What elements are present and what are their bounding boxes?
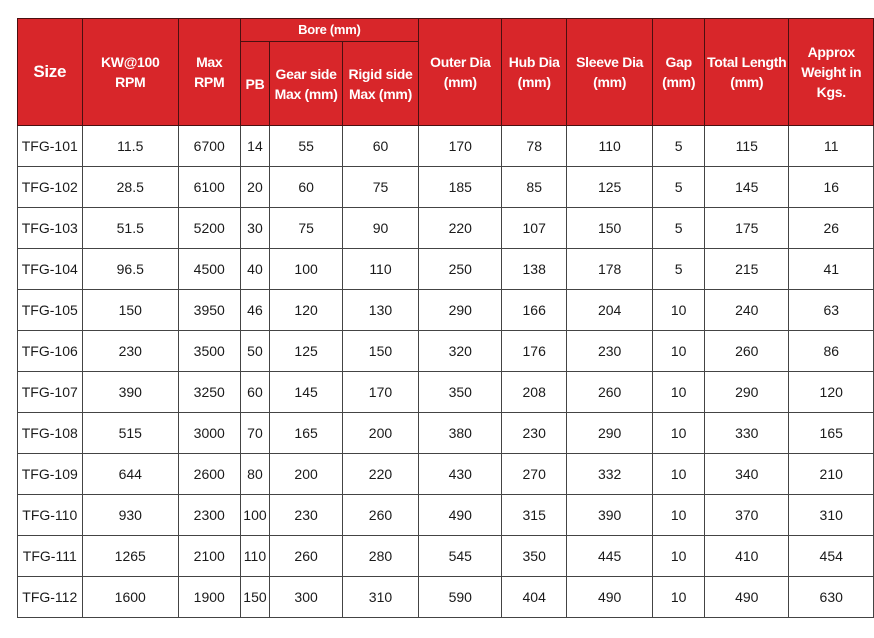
cell-size: TFG-110 [18, 495, 83, 536]
cell-gear-side-max: 55 [270, 126, 342, 167]
cell-size: TFG-101 [18, 126, 83, 167]
cell-kw: 51.5 [82, 208, 178, 249]
cell-pb: 70 [240, 413, 270, 454]
cell-outer-dia: 250 [419, 249, 502, 290]
cell-outer-dia: 170 [419, 126, 502, 167]
cell-gap: 5 [653, 167, 705, 208]
cell-sleeve-dia: 125 [566, 167, 652, 208]
cell-kw: 930 [82, 495, 178, 536]
cell-max-rpm: 3500 [178, 331, 240, 372]
cell-size: TFG-111 [18, 536, 83, 577]
cell-rigid-side-max: 310 [342, 577, 418, 618]
cell-sleeve-dia: 290 [566, 413, 652, 454]
header-sleeve-dia: Sleeve Dia (mm) [566, 19, 652, 126]
cell-weight: 165 [789, 413, 874, 454]
cell-outer-dia: 220 [419, 208, 502, 249]
cell-kw: 28.5 [82, 167, 178, 208]
cell-hub-dia: 85 [502, 167, 567, 208]
cell-hub-dia: 230 [502, 413, 567, 454]
cell-kw: 644 [82, 454, 178, 495]
cell-hub-dia: 138 [502, 249, 567, 290]
header-bore-group: Bore (mm) [240, 19, 419, 42]
cell-max-rpm: 4500 [178, 249, 240, 290]
cell-weight: 210 [789, 454, 874, 495]
cell-hub-dia: 176 [502, 331, 567, 372]
cell-outer-dia: 590 [419, 577, 502, 618]
cell-kw: 1600 [82, 577, 178, 618]
cell-sleeve-dia: 260 [566, 372, 652, 413]
cell-kw: 230 [82, 331, 178, 372]
cell-gear-side-max: 60 [270, 167, 342, 208]
cell-weight: 120 [789, 372, 874, 413]
cell-pb: 20 [240, 167, 270, 208]
cell-outer-dia: 545 [419, 536, 502, 577]
cell-size: TFG-107 [18, 372, 83, 413]
cell-size: TFG-106 [18, 331, 83, 372]
cell-sleeve-dia: 150 [566, 208, 652, 249]
cell-gap: 10 [653, 413, 705, 454]
cell-outer-dia: 290 [419, 290, 502, 331]
cell-kw: 11.5 [82, 126, 178, 167]
cell-rigid-side-max: 130 [342, 290, 418, 331]
cell-gear-side-max: 230 [270, 495, 342, 536]
cell-outer-dia: 380 [419, 413, 502, 454]
cell-pb: 50 [240, 331, 270, 372]
table-row [18, 249, 874, 290]
cell-rigid-side-max: 220 [342, 454, 418, 495]
cell-pb: 80 [240, 454, 270, 495]
table-row [18, 536, 874, 577]
table-row [18, 331, 874, 372]
cell-kw: 1265 [82, 536, 178, 577]
cell-gear-side-max: 300 [270, 577, 342, 618]
cell-size: TFG-112 [18, 577, 83, 618]
cell-hub-dia: 350 [502, 536, 567, 577]
cell-max-rpm: 6100 [178, 167, 240, 208]
cell-total-length: 115 [705, 126, 789, 167]
cell-gap: 5 [653, 208, 705, 249]
cell-outer-dia: 350 [419, 372, 502, 413]
header-pb: PB [240, 42, 270, 126]
cell-gear-side-max: 200 [270, 454, 342, 495]
cell-rigid-side-max: 110 [342, 249, 418, 290]
header-gap: Gap (mm) [653, 19, 705, 126]
cell-weight: 86 [789, 331, 874, 372]
cell-kw: 515 [82, 413, 178, 454]
header-weight: Approx Weight in Kgs. [789, 19, 874, 126]
cell-size: TFG-102 [18, 167, 83, 208]
cell-total-length: 340 [705, 454, 789, 495]
cell-gap: 10 [653, 372, 705, 413]
coupling-spec-table-wrapper [17, 18, 874, 618]
cell-weight: 11 [789, 126, 874, 167]
cell-hub-dia: 78 [502, 126, 567, 167]
cell-max-rpm: 2600 [178, 454, 240, 495]
cell-pb: 110 [240, 536, 270, 577]
cell-max-rpm: 3250 [178, 372, 240, 413]
cell-gear-side-max: 165 [270, 413, 342, 454]
table-row [18, 577, 874, 618]
cell-total-length: 490 [705, 577, 789, 618]
table-row [18, 126, 874, 167]
header-kw: KW@100 RPM [82, 19, 178, 126]
cell-pb: 150 [240, 577, 270, 618]
cell-pb: 14 [240, 126, 270, 167]
cell-rigid-side-max: 260 [342, 495, 418, 536]
cell-rigid-side-max: 60 [342, 126, 418, 167]
cell-hub-dia: 166 [502, 290, 567, 331]
cell-max-rpm: 3950 [178, 290, 240, 331]
cell-total-length: 330 [705, 413, 789, 454]
coupling-spec-table [17, 18, 874, 618]
table-row [18, 208, 874, 249]
cell-rigid-side-max: 75 [342, 167, 418, 208]
header-gear-side-max: Gear side Max (mm) [270, 42, 342, 126]
cell-hub-dia: 315 [502, 495, 567, 536]
cell-pb: 40 [240, 249, 270, 290]
cell-hub-dia: 107 [502, 208, 567, 249]
cell-max-rpm: 2100 [178, 536, 240, 577]
cell-gear-side-max: 125 [270, 331, 342, 372]
cell-max-rpm: 1900 [178, 577, 240, 618]
cell-total-length: 145 [705, 167, 789, 208]
cell-gap: 10 [653, 290, 705, 331]
cell-outer-dia: 490 [419, 495, 502, 536]
cell-kw: 390 [82, 372, 178, 413]
table-body [18, 126, 874, 618]
cell-size: TFG-104 [18, 249, 83, 290]
cell-max-rpm: 5200 [178, 208, 240, 249]
cell-weight: 16 [789, 167, 874, 208]
cell-gap: 10 [653, 454, 705, 495]
cell-pb: 60 [240, 372, 270, 413]
cell-gap: 10 [653, 536, 705, 577]
cell-total-length: 290 [705, 372, 789, 413]
cell-gear-side-max: 100 [270, 249, 342, 290]
cell-sleeve-dia: 490 [566, 577, 652, 618]
cell-rigid-side-max: 280 [342, 536, 418, 577]
cell-weight: 454 [789, 536, 874, 577]
header-total-length: Total Length (mm) [705, 19, 789, 126]
cell-weight: 630 [789, 577, 874, 618]
cell-gear-side-max: 120 [270, 290, 342, 331]
cell-pb: 100 [240, 495, 270, 536]
cell-size: TFG-105 [18, 290, 83, 331]
cell-outer-dia: 430 [419, 454, 502, 495]
cell-max-rpm: 3000 [178, 413, 240, 454]
cell-total-length: 215 [705, 249, 789, 290]
cell-max-rpm: 6700 [178, 126, 240, 167]
table-row [18, 413, 874, 454]
header-outer-dia: Outer Dia (mm) [419, 19, 502, 126]
cell-size: TFG-108 [18, 413, 83, 454]
cell-pb: 30 [240, 208, 270, 249]
cell-hub-dia: 208 [502, 372, 567, 413]
cell-rigid-side-max: 90 [342, 208, 418, 249]
cell-sleeve-dia: 204 [566, 290, 652, 331]
cell-sleeve-dia: 110 [566, 126, 652, 167]
cell-gap: 10 [653, 495, 705, 536]
table-row [18, 290, 874, 331]
table-row [18, 495, 874, 536]
cell-hub-dia: 270 [502, 454, 567, 495]
cell-gap: 5 [653, 249, 705, 290]
cell-total-length: 240 [705, 290, 789, 331]
table-row [18, 454, 874, 495]
cell-weight: 310 [789, 495, 874, 536]
cell-weight: 63 [789, 290, 874, 331]
cell-total-length: 260 [705, 331, 789, 372]
cell-rigid-side-max: 150 [342, 331, 418, 372]
cell-gap: 10 [653, 331, 705, 372]
cell-kw: 96.5 [82, 249, 178, 290]
cell-outer-dia: 320 [419, 331, 502, 372]
cell-outer-dia: 185 [419, 167, 502, 208]
cell-rigid-side-max: 200 [342, 413, 418, 454]
header-row-1 [18, 19, 874, 42]
header-rigid-side-max: Rigid side Max (mm) [342, 42, 418, 126]
table-header [18, 19, 874, 126]
cell-sleeve-dia: 332 [566, 454, 652, 495]
cell-sleeve-dia: 390 [566, 495, 652, 536]
cell-total-length: 370 [705, 495, 789, 536]
cell-sleeve-dia: 178 [566, 249, 652, 290]
cell-weight: 26 [789, 208, 874, 249]
cell-gear-side-max: 75 [270, 208, 342, 249]
table-row [18, 372, 874, 413]
cell-gap: 10 [653, 577, 705, 618]
cell-pb: 46 [240, 290, 270, 331]
header-hub-dia: Hub Dia (mm) [502, 19, 567, 126]
cell-gap: 5 [653, 126, 705, 167]
cell-total-length: 410 [705, 536, 789, 577]
cell-sleeve-dia: 230 [566, 331, 652, 372]
cell-total-length: 175 [705, 208, 789, 249]
cell-weight: 41 [789, 249, 874, 290]
cell-rigid-side-max: 170 [342, 372, 418, 413]
cell-max-rpm: 2300 [178, 495, 240, 536]
header-max-rpm: Max RPM [178, 19, 240, 126]
cell-hub-dia: 404 [502, 577, 567, 618]
header-size: Size [18, 19, 83, 126]
cell-size: TFG-103 [18, 208, 83, 249]
cell-kw: 150 [82, 290, 178, 331]
cell-gear-side-max: 145 [270, 372, 342, 413]
table-row [18, 167, 874, 208]
cell-sleeve-dia: 445 [566, 536, 652, 577]
cell-gear-side-max: 260 [270, 536, 342, 577]
cell-size: TFG-109 [18, 454, 83, 495]
